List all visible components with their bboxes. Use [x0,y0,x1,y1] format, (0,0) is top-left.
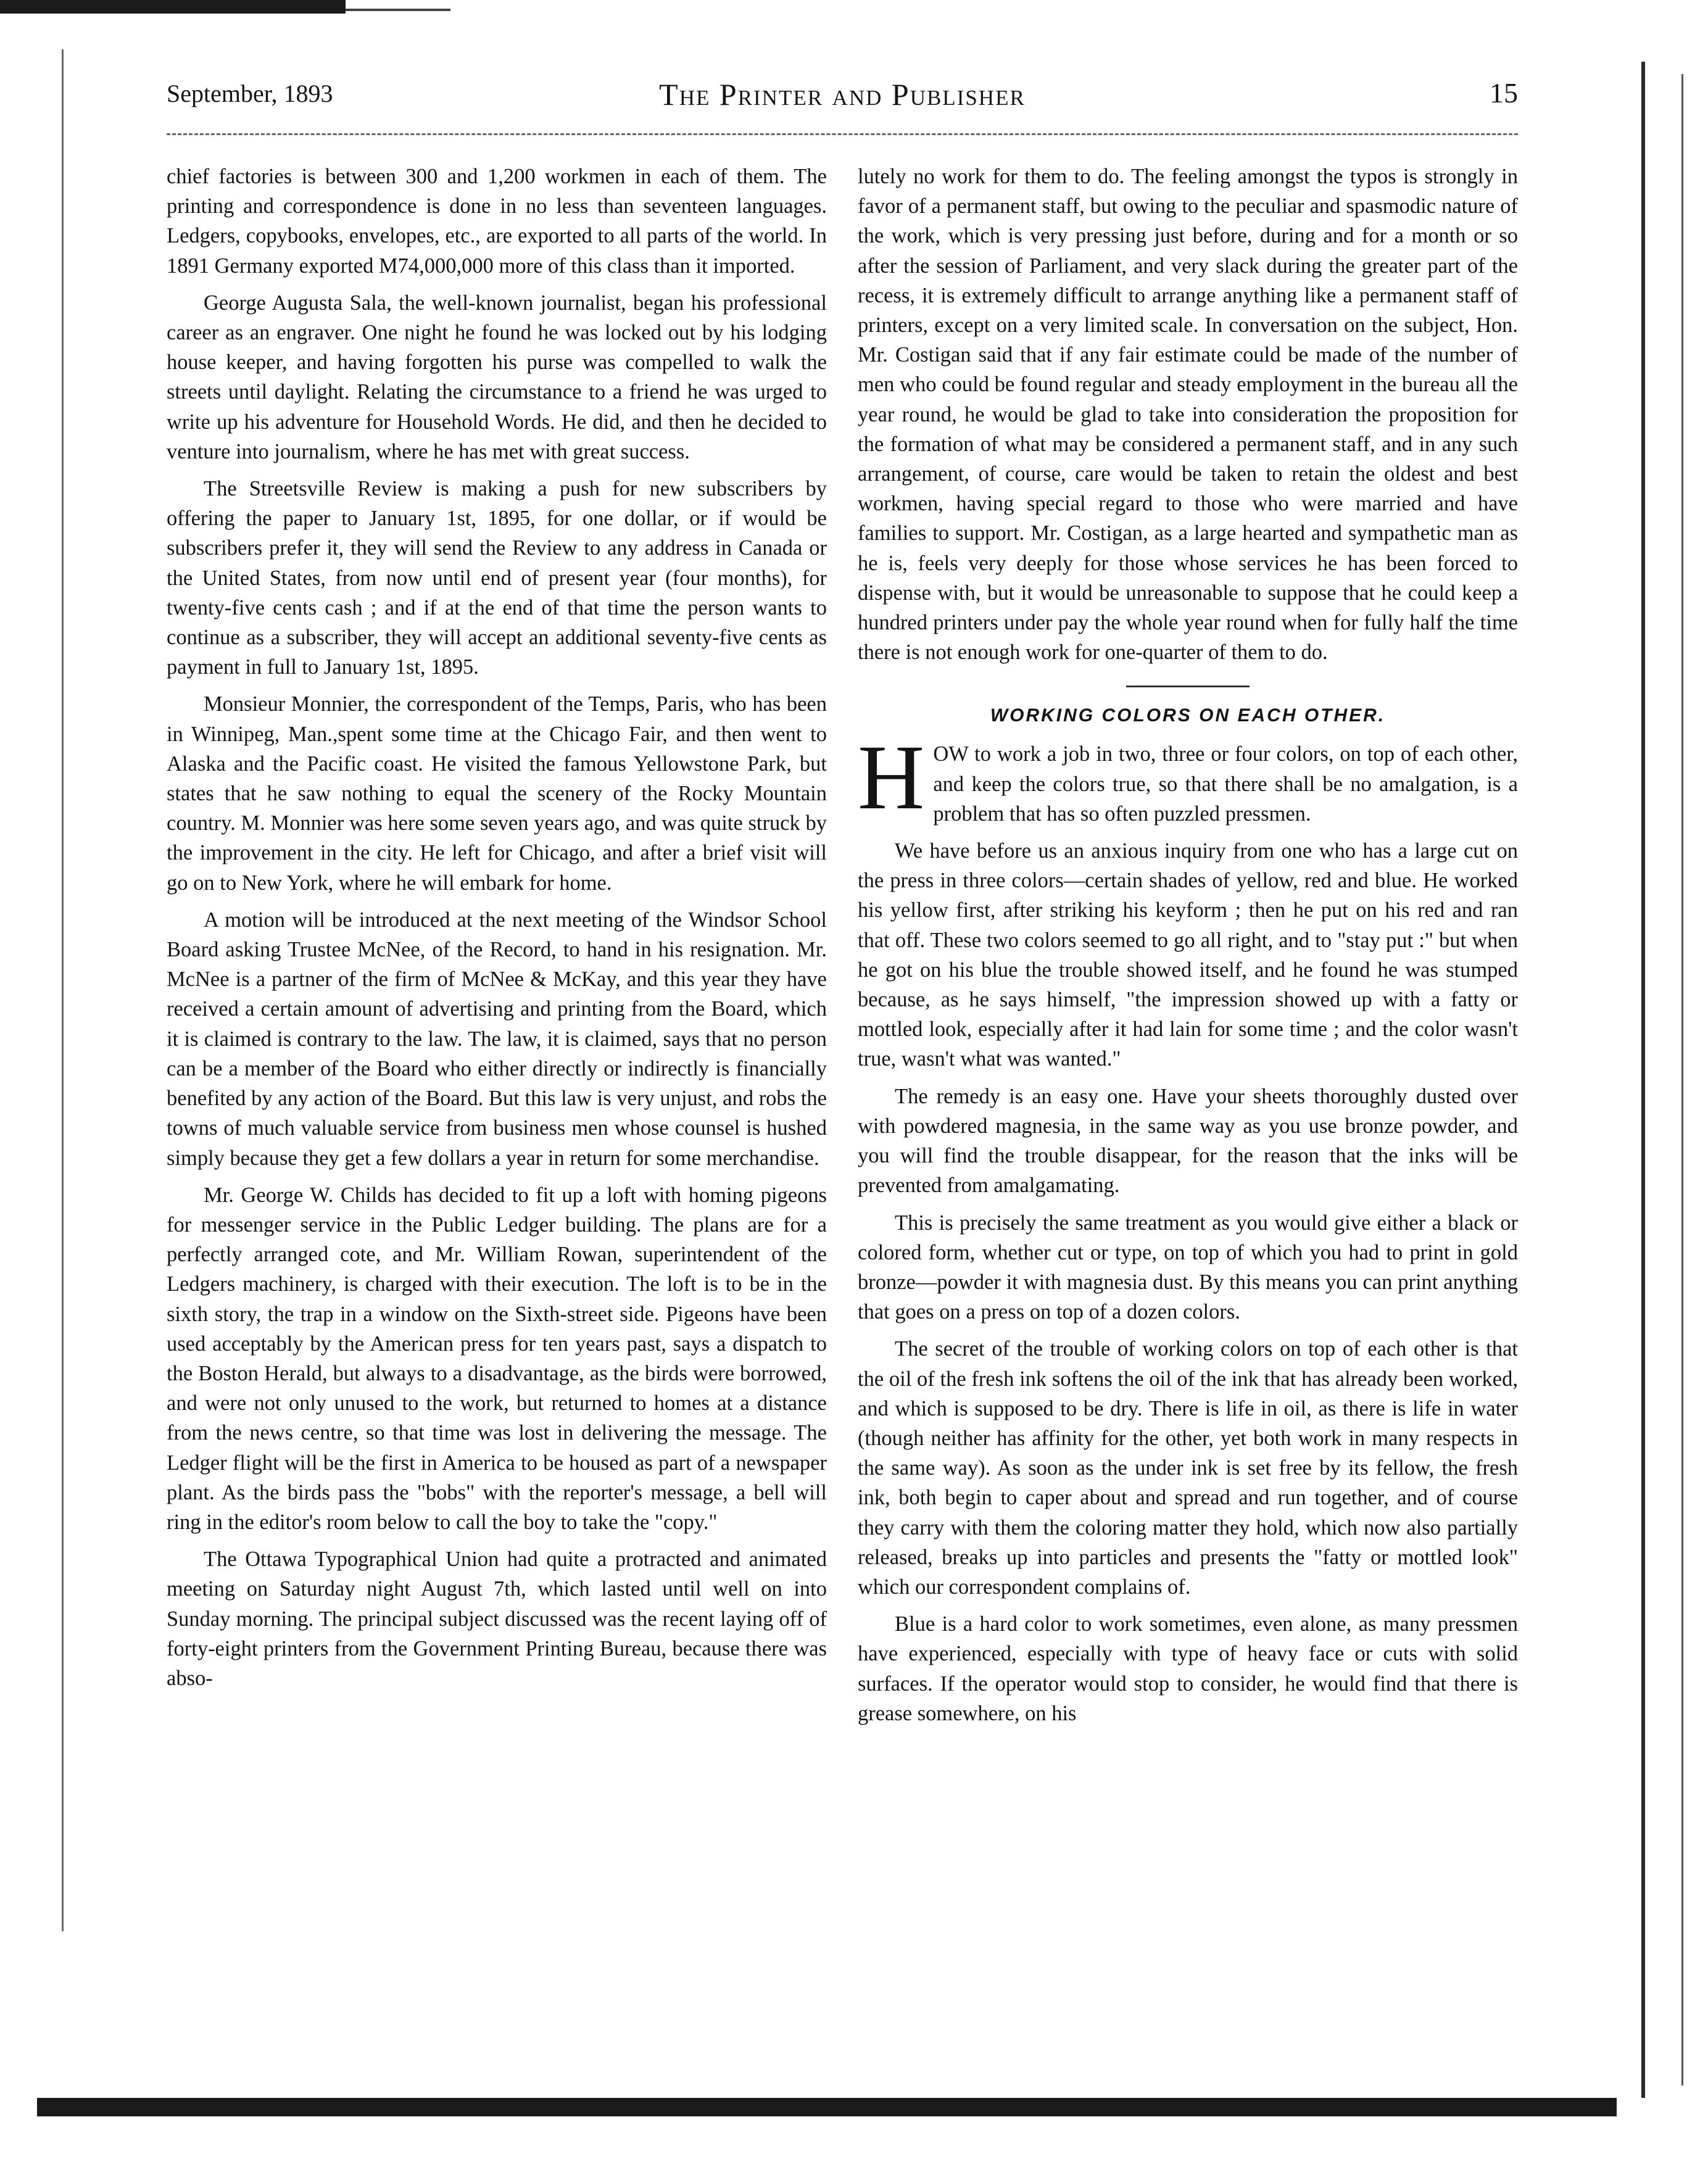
paragraph: George Augusta Sala, the well-known journalist, began his professional career as an engraver. One night he found he was locked out by his lodging house keeper, and having forgotten his purse was compelled to walk the streets until daylight. Relating the circumstance to a friend he was urged to write up his adventure for Household Words. He did, and then he decided to venture into journalism, where he has met with great success. [167,291,827,463]
paragraph: The secret of the trouble of working colors on top of each other is that the oil of the fresh ink softens the oil of the ink that has already been worked, and which is supposed to be dry. There is life in oil, as there is life in water (though neither has affinity for the other, yet both work in many respects in the same way). As soon as the under ink is set free by its fellow, the fresh ink, both begin to caper about and spread and run together, and of course they carry with them the coloring matter they hold, which now also partially released, breaks up into particles and presents the "fatty or mottled look" which our correspondent complains of. [858,1337,1518,1599]
paragraph: A motion will be introduced at the next meeting of the Windsor School Board asking Trustee McNee, of the Record, to hand in his resignation. Mr. McNee is a partner of the firm of McNee & McKay, and this year they have received a certain amount of advertising and printing from the Board, which it is claimed is contrary to the law. The law, it is claimed, says that no person can be a member of the Board who either directly or indirectly is financially benefited by any action of the Board. But this law is very unjust, and robs the towns of much valuable service from business men whose counsel is hushed simply because they get a few dollars a year in return for some merchandise. [167,908,827,1170]
scan-edge-right-outer [1681,74,1683,2086]
scan-edge-top-thin [346,9,450,11]
paragraph: Monsieur Monnier, the correspondent of the Temps, Paris, who has been in Winnipeg, Man.,spent some time at the Chicago Fair, and then went to Alaska and the Pacific coast. He visited the famous Yellowstone Park, but states that he saw nothing to equal the scenery of the Rocky Mountain country. M. Monnier was here some seven years ago, and was quite struck by the improvement in the city. He left for Chicago, and after a brief visit will go on to New York, where he will embark for home. [167,692,827,895]
paragraph: We have before us an anxious inquiry from one who has a large cut on the press in three colors—certain shades of yellow, red and blue. He worked his yellow first, after striking his keyform ; then he put on his red and ran that off. These two colors seemed to go all right, and to "stay put :" but when he got on his blue the trouble showed itself, and he found he was stumped because, as he says himself, "the impression showed up with a fatty or mottled look, especially after it had lain for some time ; and the color wasn't true, wasn't what was wanted." [858,839,1518,1071]
paragraph: chief factories is between 300 and 1,200 workmen in each of them. The printing and correspondence is done in no less than seventeen languages. Ledgers, copybooks, envelopes, etc., are exported to all parts of the world. In 1891 Germany exported M74,000,000 more of this class than it imported. [167,165,827,278]
header-date: September, 1893 [167,80,333,107]
drop-cap-paragraph-text: OW to work a job in two, three or four colors, on top of each other, and keep the colors true, so that there shall be no amalgation, is a problem that has so often puzzled pressmen. [933,742,1518,826]
header-rule [167,133,1518,135]
paragraph: The Ottawa Typographical Union had quite a protracted and animated meeting on Saturday night August 7th, which lasted until well on into Sunday morning. The principal subject discussed was the recent laying off of forty-eight printers from the Government Printing Bureau, because there was abso- [167,1547,827,1690]
scan-edge-bottom [37,2098,1617,2116]
section-heading: WORKING COLORS ON EACH OTHER. [990,705,1386,726]
page-number: 15 [1490,77,1518,109]
right-column [858,162,1518,2087]
header-title: The Printer and Publisher [659,77,1026,112]
scan-edge-right [1641,62,1645,2098]
left-column [167,162,827,2087]
section-divider [1126,686,1250,687]
paragraph: This is precisely the same treatment as you would give either a black or colored form, whether cut or type, on top of which you had to print in gold bronze—powder it with magnesia dust. By this means you can print anything that goes on a press on top of a dozen colors. [858,1211,1518,1324]
paragraph-continuation: lutely no work for them to do. The feeling amongst the typos is strongly in favor of a permanent staff, but owing to the peculiar and spasmodic nature of the work, which is very pressing just before, during and for a month or so after the session of Parliament, and very slack during the greater part of the recess, it is extremely difficult to arrange anything like a permanent staff of printers, except on a very limited scale. In conversation on the subject, Hon. Mr. Costigan said that if any fair estimate could be made of the number of men who could be found regular and steady employment in the bureau all the year round, he would be glad to take into consideration the proposition for the formation of what may be considered a permanent staff, and in any such arrangement, of course, care would be taken to retain the oldest and best workmen, having special regard to those who were married and have families to support. Mr. Costigan, as a large hearted and sympathetic man as he is, feels very deeply for those whose services he has been forced to dispense with, but it would be unreasonable to suppose that he could keep a hundred printers under pay the whole year round when for fully half the time there is not enough work for one-quarter of them to do. [858,165,1518,665]
drop-cap-paragraph [858,726,1518,829]
drop-cap: H [858,726,925,829]
paragraph: The Streetsville Review is making a push for new subscribers by offering the paper to January 1st, 1895, for one dollar, or if would be subscribers prefer it, they will send the Review to any address in Canada or the United States, from now until end of present year (four months), for twenty-five cents cash ; and if at the end of that time the person wants to continue as a subscriber, they will accept an additional seventy-five cents as payment in full to January 1st, 1895. [167,477,827,679]
paragraph: Blue is a hard color to work sometimes, even alone, as many pressmen have experienced, especially with type of heavy face or cuts with solid surfaces. If the operator would stop to consider, he would find that there is grease somewhere, on his [858,1612,1518,1725]
page-header [167,79,1518,122]
scan-edge-left [62,49,64,1931]
paragraph: The remedy is an easy one. Have your sheets thoroughly dusted over with powdered magnesia, in the same way as you use bronze powder, and you will find the trouble disappear, for the reason that the inks will be prevented from amalgamating. [858,1084,1518,1198]
scan-edge-top [0,0,346,14]
paragraph: Mr. George W. Childs has decided to fit up a loft with homing pigeons for messenger service in the Public Ledger building. The plans are for a perfectly arranged cote, and Mr. William Rowan, superintendent of the Ledgers machinery, is charged with their execution. The loft is to be in the sixth story, the trap in a window on the Sixth-street side. Pigeons have been used acceptably by the American press for ten years past, says a dispatch to the Boston Herald, but always to a disadvantage, as the birds were borrowed, and were not only unused to the work, but returned to homes at a distance from the news centre, so that time was lost in delivering the message. The Ledger flight will be the first in America to be housed as part of a newspaper plant. As the birds pass the "bobs" with the reporter's message, a bell will ring in the editor's room below to call the boy to take the "copy." [167,1183,827,1534]
